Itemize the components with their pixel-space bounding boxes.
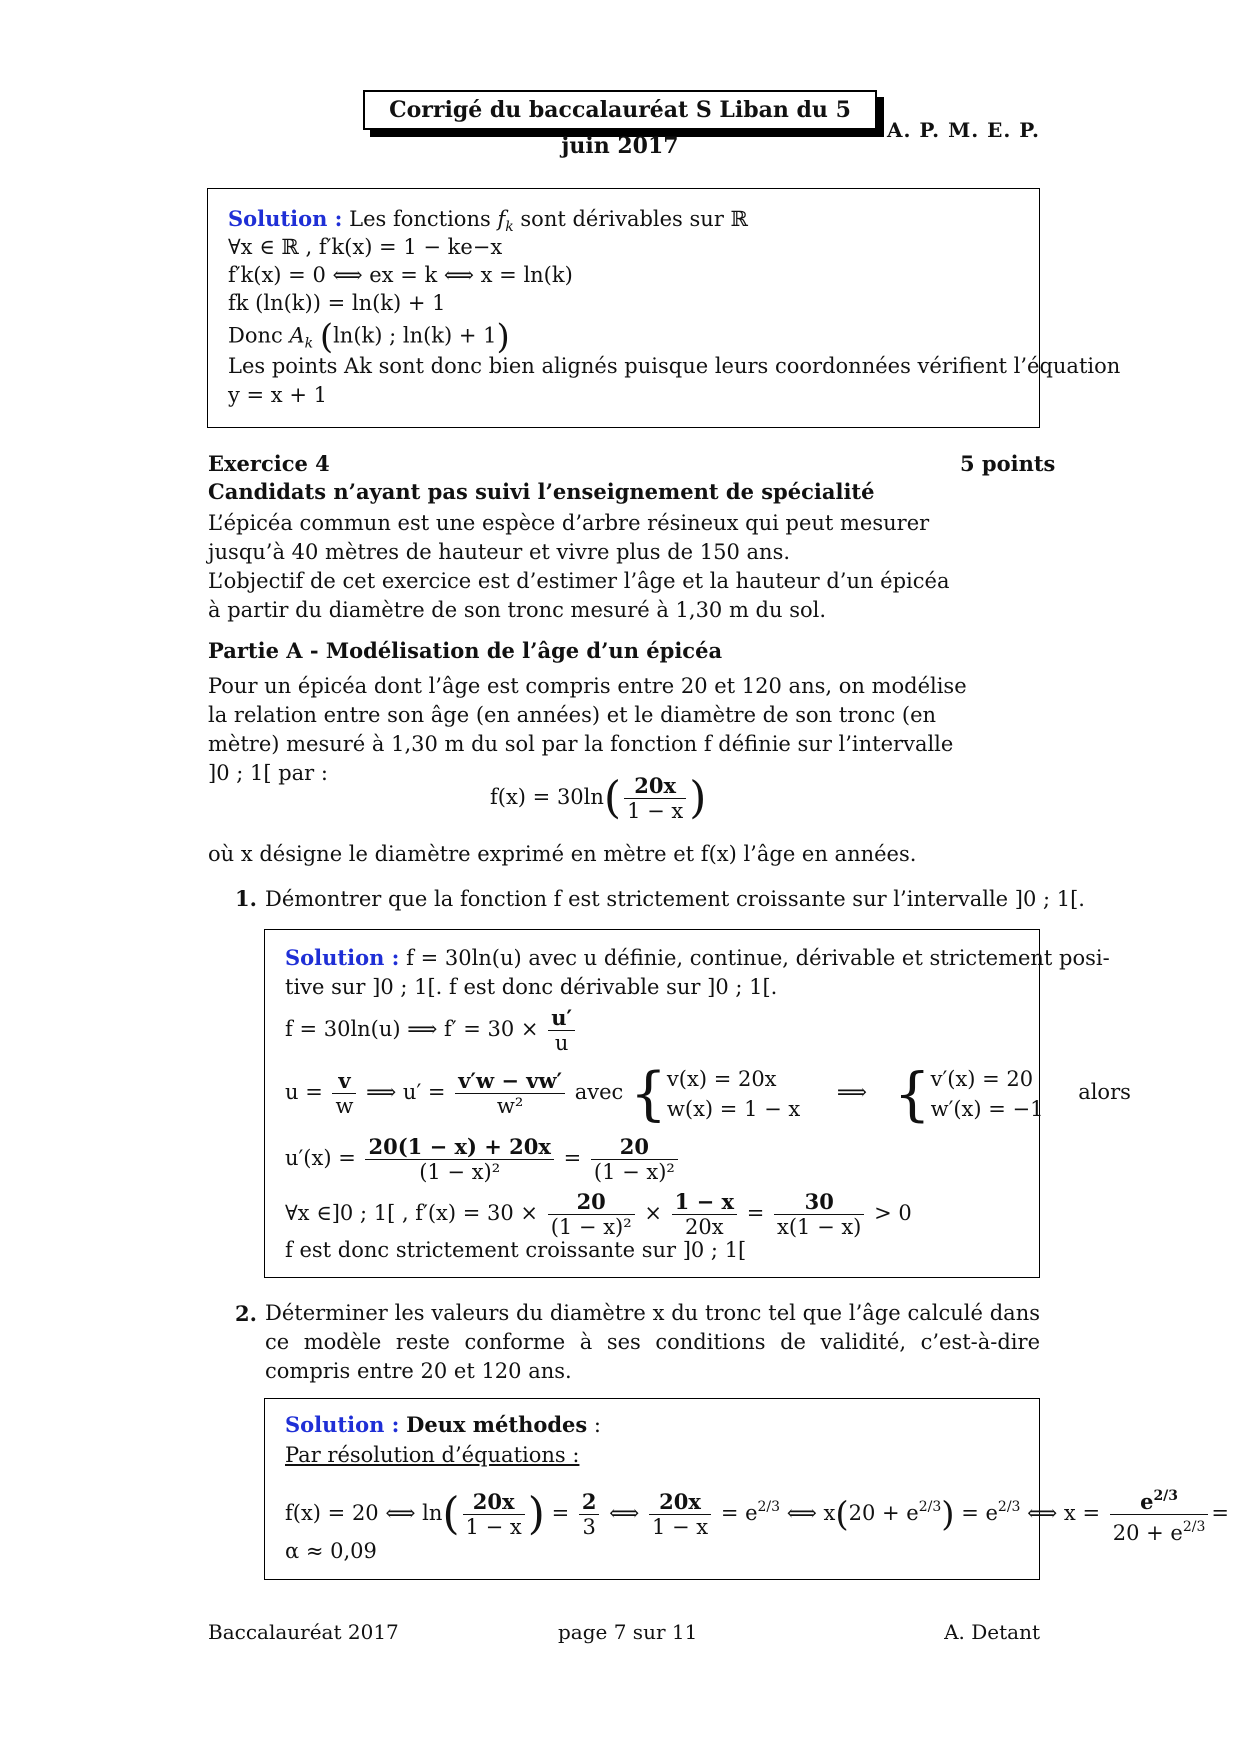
box2-line1 xyxy=(285,944,1110,972)
box1-coords: ln(k) ; ln(k) + 1 xyxy=(333,323,497,348)
frac-num: 20(1 − x) + 20x xyxy=(365,1135,553,1160)
question-1-number: 1. xyxy=(235,886,257,911)
frac-den: w² xyxy=(496,1094,524,1118)
box1-donc: Donc xyxy=(228,323,283,348)
intro-paragraph-1: L’épicéa commun est une espèce d’arbre résineux qui peut mesurer jusqu’à 40 mètres de hauteur et vivre plus de 150 ans. xyxy=(208,511,930,564)
frac-den: 1 − x xyxy=(651,1515,709,1539)
box2-line2: tive sur ]0 ; 1[. f est donc dérivable sur ]0 ; 1[. xyxy=(285,975,778,999)
box1-line2: ∀x ∈ ℝ , f′k(x) = 1 − ke−x xyxy=(228,235,503,259)
box1-line3: f′k(x) = 0 ⟺ ex = k ⟺ x = ln(k) xyxy=(228,263,573,287)
footer-page-number: page 7 sur 11 xyxy=(558,1620,698,1644)
exercise-points: 5 points xyxy=(960,451,1056,476)
eq-exp1: = e xyxy=(720,1501,758,1525)
where-sentence: où x désigne le diamètre exprimé en mètre et f(x) l’âge en années. xyxy=(208,842,917,866)
box2-line6: ∀x ∈]0 ; 1[ , f′(x) = 30 × $\frac{20}{\text{(1 − x)²}}$ × $\frac{1 - x}{20x}$ = $\frac{30}{x(1 - x)}$ > 0 xyxy=(285,1189,912,1239)
question-1-text: Démontrer que la fonction f est strictement croissante sur l’intervalle ]0 ; 1[. xyxy=(265,887,1085,911)
frac-num: v xyxy=(332,1069,356,1094)
box3-alpha: α ≈ 0,09 xyxy=(285,1539,377,1563)
question-2-text: Déterminer les valeurs du diamètre x du tronc tel que l’âge calculé dans ce modèle reste conforme à ses conditions de validité, c’est-à-dire compris entre 20 et 120 ans. xyxy=(265,1301,1040,1383)
box3-line1 xyxy=(285,1411,601,1439)
box2-line3 xyxy=(285,1006,578,1055)
eq-sign: = xyxy=(551,1501,570,1525)
box1-text-b: sont dérivables sur ℝ xyxy=(520,207,748,231)
frac-den: (1 − x)² xyxy=(419,1160,501,1184)
u-prime-x: u′(x) = xyxy=(285,1146,356,1170)
box3-title: Deux méthodes xyxy=(406,1412,588,1437)
solution-box-1 xyxy=(207,188,1121,428)
u-eq: u = xyxy=(285,1080,323,1104)
avec-word: avec xyxy=(574,1080,624,1104)
exercise-title: Exercice 4 xyxy=(208,451,330,476)
box3-colon: : xyxy=(593,1413,601,1437)
frac-den: 3 xyxy=(582,1515,596,1539)
box2-line4: u = $\frac{v}{w}$ ⟹ u′ = $\frac{v'w - vw'}{\text{w²}}$ avec { v(x) = 20x w(x) = 1 − x ⟹ { v′(x) = 20 w′(x) = −1 alors xyxy=(285,1059,1131,1128)
eq-pre: f(x) = 20 ⟺ ln xyxy=(285,1501,443,1525)
equiv-sign: ⟺ xyxy=(609,1501,640,1525)
box2-derivative-pre: f = 30ln(u) ⟹ f′ = 30 × xyxy=(285,1017,539,1041)
box1-line1: Solution : Les fonctions $f_k$ sont dérivables sur ℝ xyxy=(228,206,748,235)
exercise-subtitle: Candidats n’ayant pas suivi l’enseignement de spécialité xyxy=(208,479,875,504)
part-a-heading: Partie A - Modélisation de l’âge d’un épicéa xyxy=(208,638,723,663)
frac-den: w xyxy=(335,1094,354,1118)
paren-content: 20 + e xyxy=(848,1501,919,1525)
formula-lhs: f(x) = 30ln xyxy=(490,785,604,809)
solution-box-2 xyxy=(264,929,1131,1278)
eq-exp2: = e xyxy=(961,1501,998,1525)
frac-den: 1 − x xyxy=(465,1515,522,1539)
frac-den: (1 − x)² xyxy=(593,1160,675,1184)
frac-num: 20x xyxy=(649,1490,711,1515)
box2-text: f = 30ln(u) avec u définie, continue, dérivable et strictement posi- xyxy=(406,946,1110,970)
frac-num: v′w − vw′ xyxy=(455,1069,565,1094)
system1-line2: w(x) = 1 − x xyxy=(666,1096,801,1121)
f-prime-pre: ∀x ∈]0 ; 1[ , f′(x) = 30 × xyxy=(285,1201,539,1225)
frac-num: 30 xyxy=(774,1190,864,1215)
frac-num: e xyxy=(1140,1489,1154,1514)
footer-left: Baccalauréat 2017 xyxy=(208,1620,399,1644)
solution-label: Solution : xyxy=(285,1412,400,1437)
solution-label: Solution : xyxy=(228,206,343,231)
system2-line1: v′(x) = 20 xyxy=(930,1066,1034,1091)
main-formula: f(x) = 30ln( $\frac{20x}{1 - x}$ ) xyxy=(490,772,707,824)
system1-line1: v(x) = 20x xyxy=(666,1066,777,1091)
part-a-paragraph: Pour un épicéa dont l’âge est compris entre 20 et 120 ans, on modélise la relation entre son âge (en années) et le diamètre de son tronc (en mètre) mesuré à 1,30 m du sol par la fonction f définie sur l’intervalle ]0 ; 1[ par : xyxy=(208,674,967,785)
system2-line2: w′(x) = −1 xyxy=(930,1096,1044,1121)
frac-den: u xyxy=(554,1031,569,1055)
frac-den: x(1 − x) xyxy=(777,1215,862,1239)
formula-denominator: 1 − x xyxy=(627,799,684,823)
box1-line6: Les points Ak sont donc bien alignés puisque leurs coordonnées vérifient l’équation xyxy=(228,354,1121,378)
positive-sign: > 0 xyxy=(874,1201,912,1225)
exponent: 2/3 xyxy=(757,1499,781,1515)
frac-den: 20x xyxy=(685,1215,724,1239)
equiv-x: ⟺ x xyxy=(786,1501,836,1525)
box2-line5: u′(x) = $\frac{20(1 - x) + 20x}{\text{(1 − x)²}}$ = $\frac{20}{\text{(1 − x)²}}$ xyxy=(285,1130,681,1186)
solution-box-3 xyxy=(264,1398,1229,1580)
organization-label: A. P. M. E. P. xyxy=(886,118,1040,142)
box1-line5: Donc $A_k$ (ln(k) ; ln(k) + 1) xyxy=(228,317,510,357)
frac-num: 20 xyxy=(591,1135,678,1160)
frac-num: 2 xyxy=(579,1490,600,1515)
frac-den: 20 + e xyxy=(1112,1521,1183,1545)
box3-method: Par résolution d’équations : xyxy=(285,1443,580,1467)
box1-line7: y = x + 1 xyxy=(228,383,327,407)
frac-num: 1 − x xyxy=(672,1190,737,1215)
u-prime-eq: ⟹ u′ = xyxy=(366,1080,446,1104)
question-2-number: 2. xyxy=(235,1301,257,1326)
formula-numerator: 20x xyxy=(624,774,686,799)
footer-author: A. Detant xyxy=(944,1620,1040,1644)
frac-num: u′ xyxy=(548,1006,575,1031)
alors-word: alors xyxy=(1078,1080,1131,1104)
box3-equation: f(x) = 20 ⟺ ln( $\frac{20x}{1 - x}$ ) = $\frac{2}{3}$ ⟺ $\frac{20x}{1 - x}$ = $e^{2/3}$ ⟺ $x(20 + e^{2/3}) = e^{2/3}$ ⟺ x = $\frac{e^{2/3}}{20 + e^{2/3}}$ = xyxy=(285,1479,1229,1545)
solution-label: Solution : xyxy=(285,945,400,970)
box1-line4: fk (ln(k)) = ln(k) + 1 xyxy=(228,291,446,315)
box1-text-a: Les fonctions xyxy=(349,207,491,231)
implies-sign: ⟹ xyxy=(836,1080,868,1104)
box2-line7: f est donc strictement croissante sur ]0 ; 1[ xyxy=(285,1238,747,1262)
document-title: Corrigé du baccalauréat S Liban du 5 juin 2017 xyxy=(363,90,877,130)
frac-num: 20 xyxy=(548,1190,635,1215)
intro-paragraph-2: L’objectif de cet exercice est d’estimer l’âge et la hauteur d’un épicéa à partir du diamètre de son tronc mesuré à 1,30 m du sol. xyxy=(208,569,950,622)
equiv-x2: ⟺ x = xyxy=(1027,1501,1101,1525)
frac-num: 20x xyxy=(463,1490,525,1515)
eq-end: = xyxy=(1211,1501,1229,1525)
frac-den: (1 − x)² xyxy=(550,1215,632,1239)
